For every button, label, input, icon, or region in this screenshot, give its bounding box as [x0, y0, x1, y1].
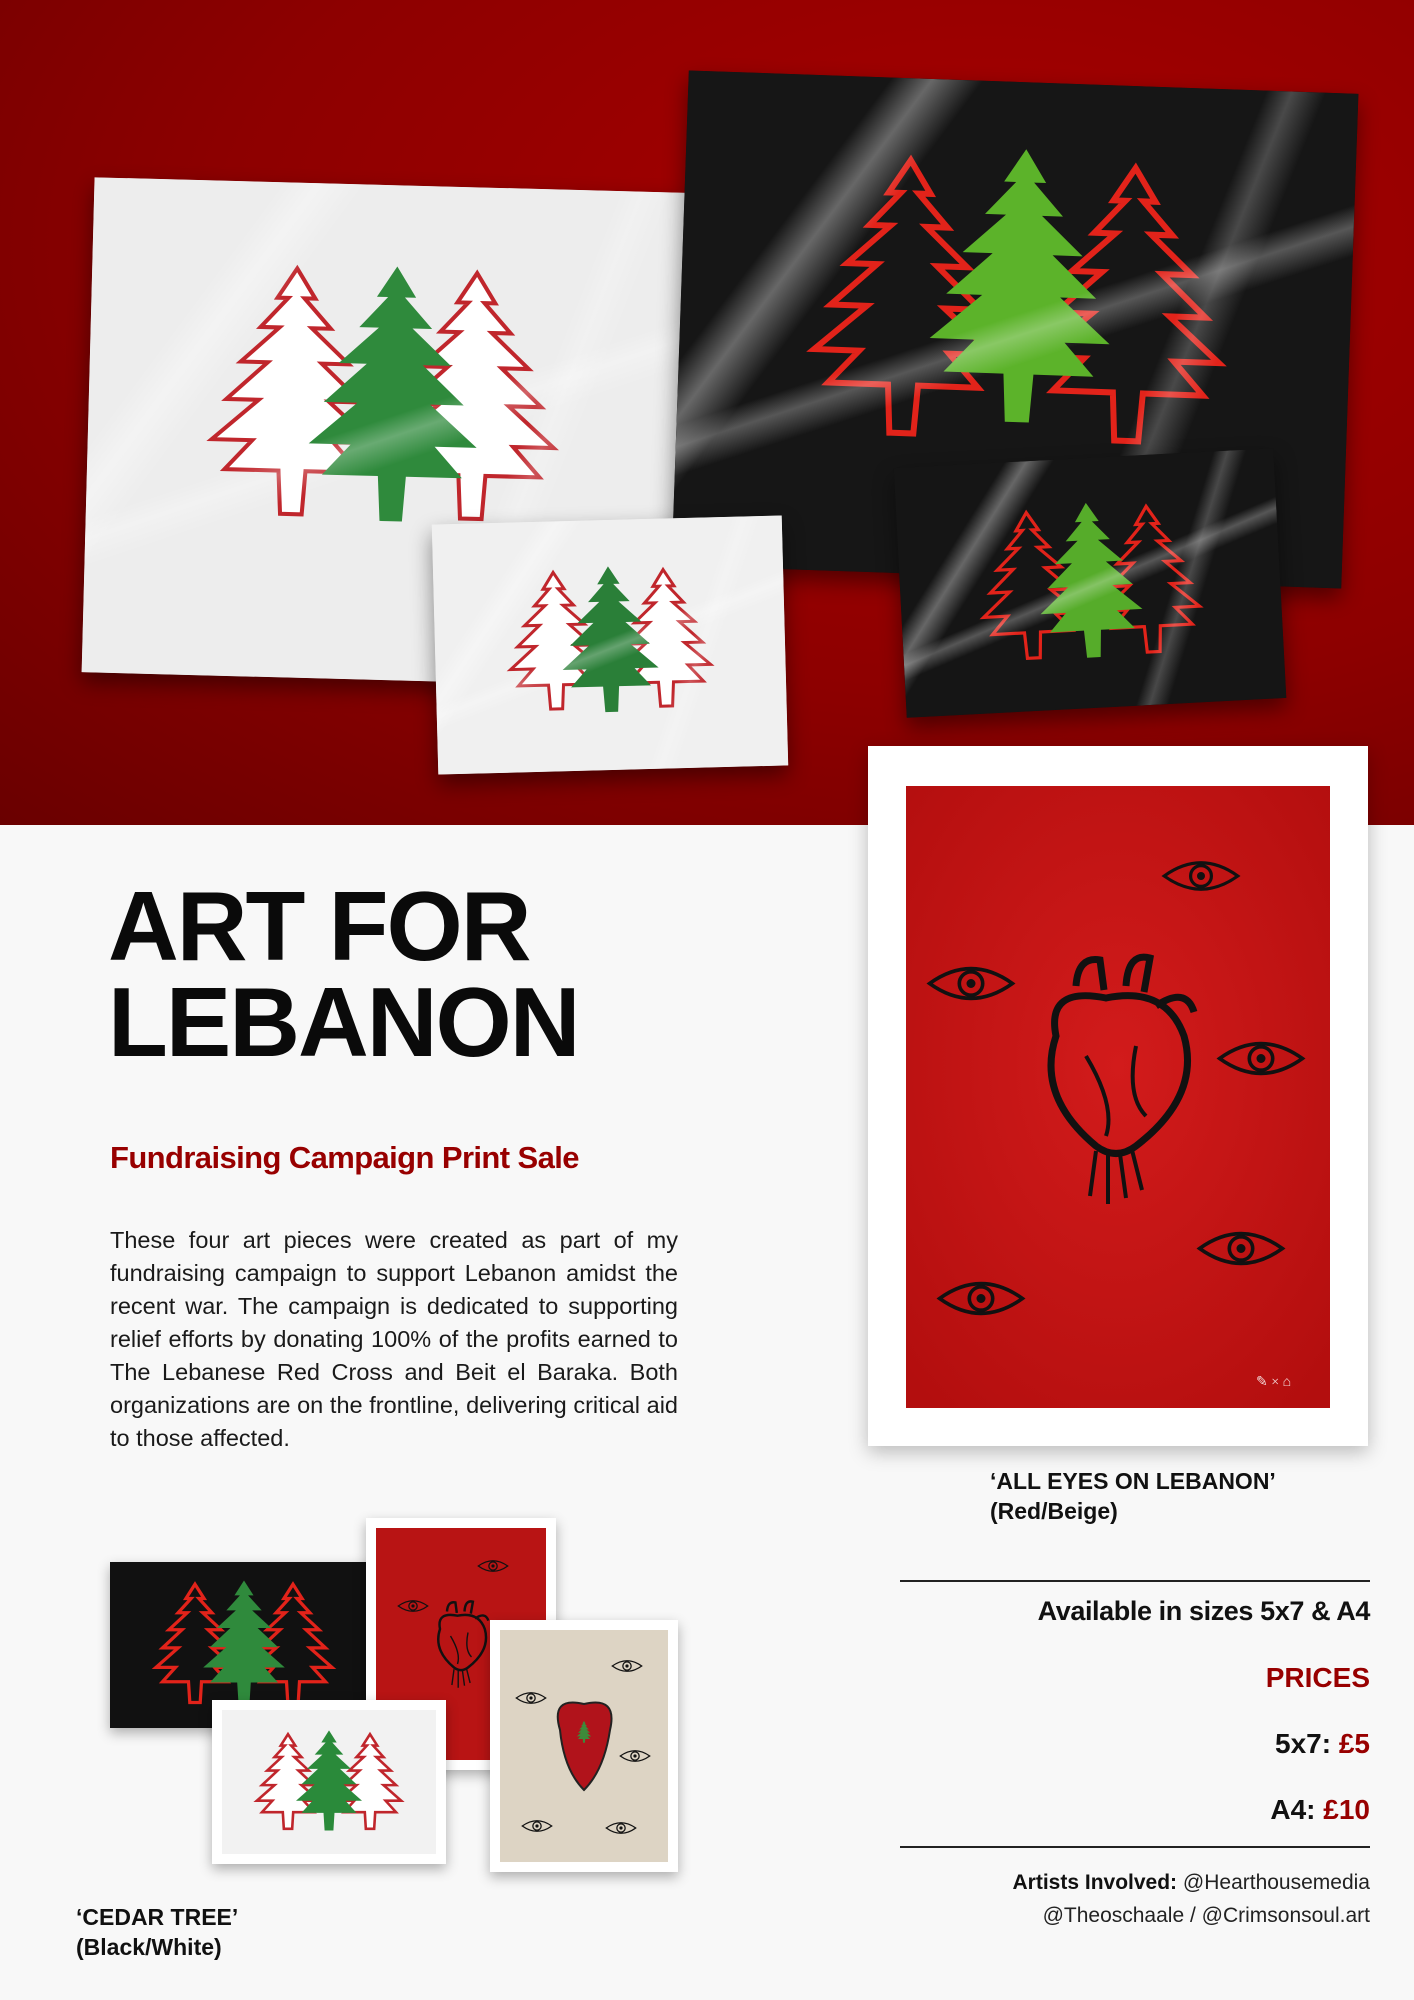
- featured-title: ‘ALL EYES ON LEBANON’: [990, 1468, 1276, 1494]
- subtitle: Fundraising Campaign Print Sale: [110, 1140, 579, 1175]
- price-amount: £10: [1323, 1794, 1370, 1825]
- all-eyes-on-lebanon-art: [906, 786, 1330, 1408]
- price-amount: £5: [1338, 1728, 1370, 1759]
- print-cedar-black-small: [894, 448, 1287, 718]
- campaign-description: These four art pieces were created as part of my fundraising campaign to support Lebanon amidst the recent war. The campaign is dedicated to supporting relief efforts by donating 100% of the profits earned to The Lebanese Red Cross and Beit el Baraka. Both organizations are on the frontline, delivering critical aid to those affected.: [110, 1227, 678, 1451]
- featured-variant: (Red/Beige): [990, 1498, 1118, 1524]
- availability-text: Available in sizes 5x7 & A4: [1037, 1596, 1370, 1626]
- credit-handle: @Hearthousemedia: [1182, 1871, 1370, 1894]
- price-size: A4:: [1270, 1794, 1316, 1825]
- divider-bottom: [900, 1846, 1370, 1848]
- cedar-tree-art: [222, 1710, 436, 1854]
- featured-caption: [990, 1466, 1276, 1526]
- price-size: 5x7:: [1275, 1728, 1332, 1759]
- svg-text:✎ × ⌂: ✎ × ⌂: [1256, 1375, 1292, 1390]
- credit-handles: @Theoschaale / @Crimsonsoul.art: [1042, 1904, 1370, 1927]
- cedar-tree-art: [432, 515, 788, 774]
- collection-title: ‘CEDAR TREE’: [76, 1904, 239, 1930]
- thumbnail-cedar-white: [212, 1700, 446, 1864]
- page-title: [108, 871, 579, 1077]
- print-cedar-white-small: [432, 515, 788, 774]
- thumbnail-eyes-beige: [490, 1620, 678, 1872]
- credits-label: Artists Involved:: [1012, 1871, 1178, 1894]
- title-line-1: ART FOR: [108, 871, 530, 981]
- title-line-2: LEBANON: [108, 967, 579, 1077]
- collection-caption: [76, 1902, 238, 1962]
- price-5x7: [1275, 1728, 1370, 1760]
- artist-credits: [1013, 1866, 1370, 1932]
- prices-heading: PRICES: [1265, 1662, 1370, 1693]
- divider-top: [900, 1580, 1370, 1582]
- price-a4: [1270, 1794, 1370, 1826]
- cedar-tree-art: [894, 448, 1287, 718]
- all-eyes-on-lebanon-art: [500, 1630, 668, 1862]
- featured-print-frame: [868, 746, 1368, 1446]
- collection-variant: (Black/White): [76, 1934, 222, 1960]
